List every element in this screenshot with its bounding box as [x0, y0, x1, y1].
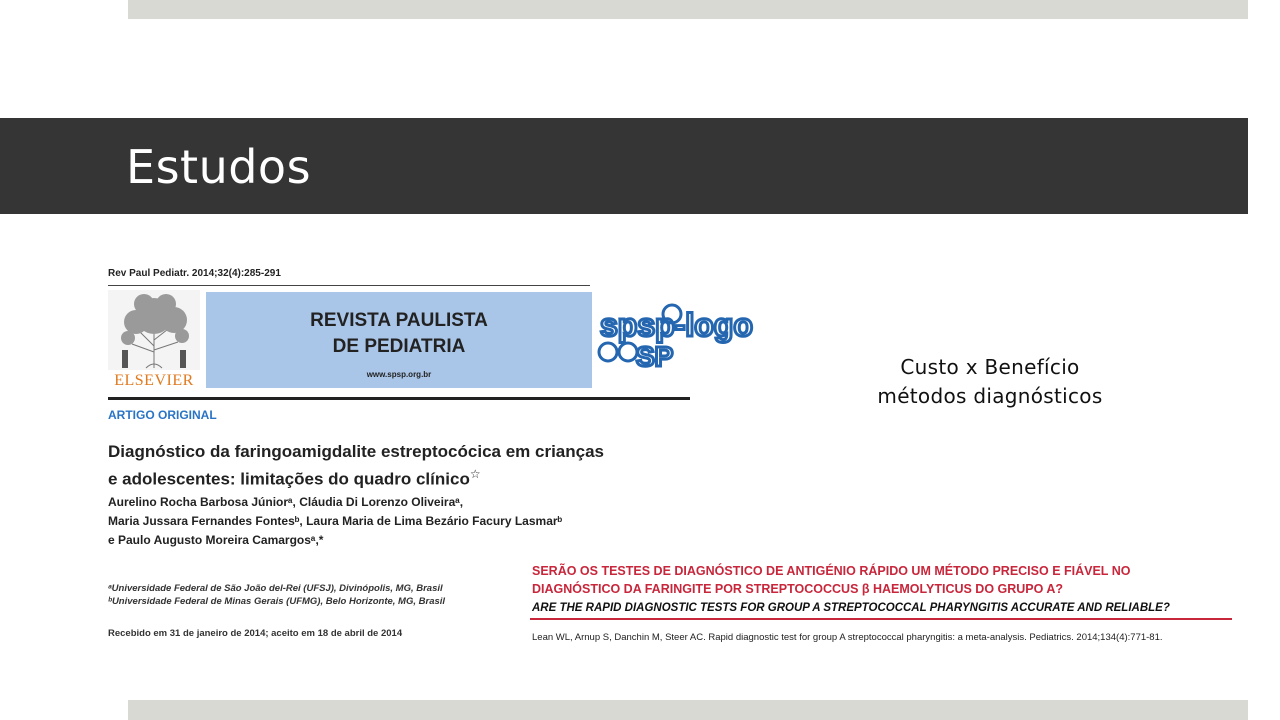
- article-title-line1: Diagnóstico da faringoamigdalite estreptocócica em crianças: [108, 442, 604, 461]
- article-title: [108, 440, 668, 491]
- masthead-divider: [108, 397, 690, 400]
- top-decorative-band: [128, 0, 1248, 19]
- article-clipping-meta-analysis: [530, 560, 1234, 650]
- section-label: ARTIGO ORIGINAL: [108, 408, 217, 422]
- journal-name-line2: DE PEDIATRIA: [332, 336, 466, 357]
- spsp-logo-top: spsp-logo: [600, 307, 753, 343]
- reference-citation: Lean WL, Arnup S, Danchin M, Steer AC. Rapid diagnostic test for group A streptococcal pharyngitis: a meta-analysis. Pediatrics. 2014;134(4):771-81.: [532, 632, 1163, 643]
- caption-line2: métodos diagnósticos: [877, 384, 1103, 408]
- star-icon: ☆: [469, 467, 481, 481]
- slide-title: Estudos: [126, 140, 312, 194]
- affiliation-a: ᵃUniversidade Federal de São João del-Rei (UFSJ), Divinópolis, MG, Brasil: [108, 583, 443, 594]
- author-list: [108, 493, 688, 550]
- journal-name-line1: REVISTA PAULISTA: [310, 310, 488, 331]
- header-divider: [108, 285, 590, 286]
- journal-banner: [206, 292, 592, 388]
- elsevier-wordmark: ELSEVIER: [114, 372, 194, 389]
- article-title-line2: e adolescentes: limitações do quadro clínico: [108, 469, 470, 489]
- authors-line2: Maria Jussara Fernandes Fontesᵇ, Laura Maria de Lima Bezário Facury Lasmarᵇ: [108, 514, 563, 528]
- slide-caption: [840, 353, 1140, 411]
- portuguese-title-line1: SERÃO OS TESTES DE DIAGNÓSTICO DE ANTIGÉNIO RÁPIDO UM MÉTODO PRECISO E FIÁVEL NO: [532, 564, 1131, 578]
- journal-citation: Rev Paul Pediatr. 2014;32(4):285-291: [108, 268, 281, 279]
- bottom-decorative-band: [128, 700, 1248, 720]
- spsp-logo-bottom: SP: [636, 341, 674, 372]
- journal-url: www.spsp.org.br: [366, 370, 432, 379]
- authors-line1: Aurelino Rocha Barbosa Júniorᵃ, Cláudia Di Lorenzo Oliveiraᵃ,: [108, 495, 464, 509]
- spsp-logo: [598, 304, 753, 374]
- journal-name: [206, 308, 592, 360]
- authors-line3: e Paulo Augusto Moreira Camargosᵃ,*: [108, 533, 324, 547]
- title-bar: [0, 118, 1248, 214]
- received-date: Recebido em 31 de janeiro de 2014; aceito em 18 de abril de 2014: [108, 628, 403, 639]
- red-divider: [530, 618, 1232, 620]
- affiliation-b: ᵇUniversidade Federal de Minas Gerais (UFMG), Belo Horizonte, MG, Brasil: [108, 596, 446, 607]
- english-title: ARE THE RAPID DIAGNOSTIC TESTS FOR GROUP A STREPTOCOCCAL PHARYNGITIS ACCURATE AND RELIABLE?: [532, 602, 1170, 614]
- portuguese-title: [532, 562, 1232, 598]
- caption-line1: Custo x Benefício: [900, 355, 1080, 379]
- portuguese-title-line2: DIAGNÓSTICO DA FARINGITE POR STREPTOCOCCUS β HAEMOLYTICUS DO GRUPO A?: [532, 582, 1064, 596]
